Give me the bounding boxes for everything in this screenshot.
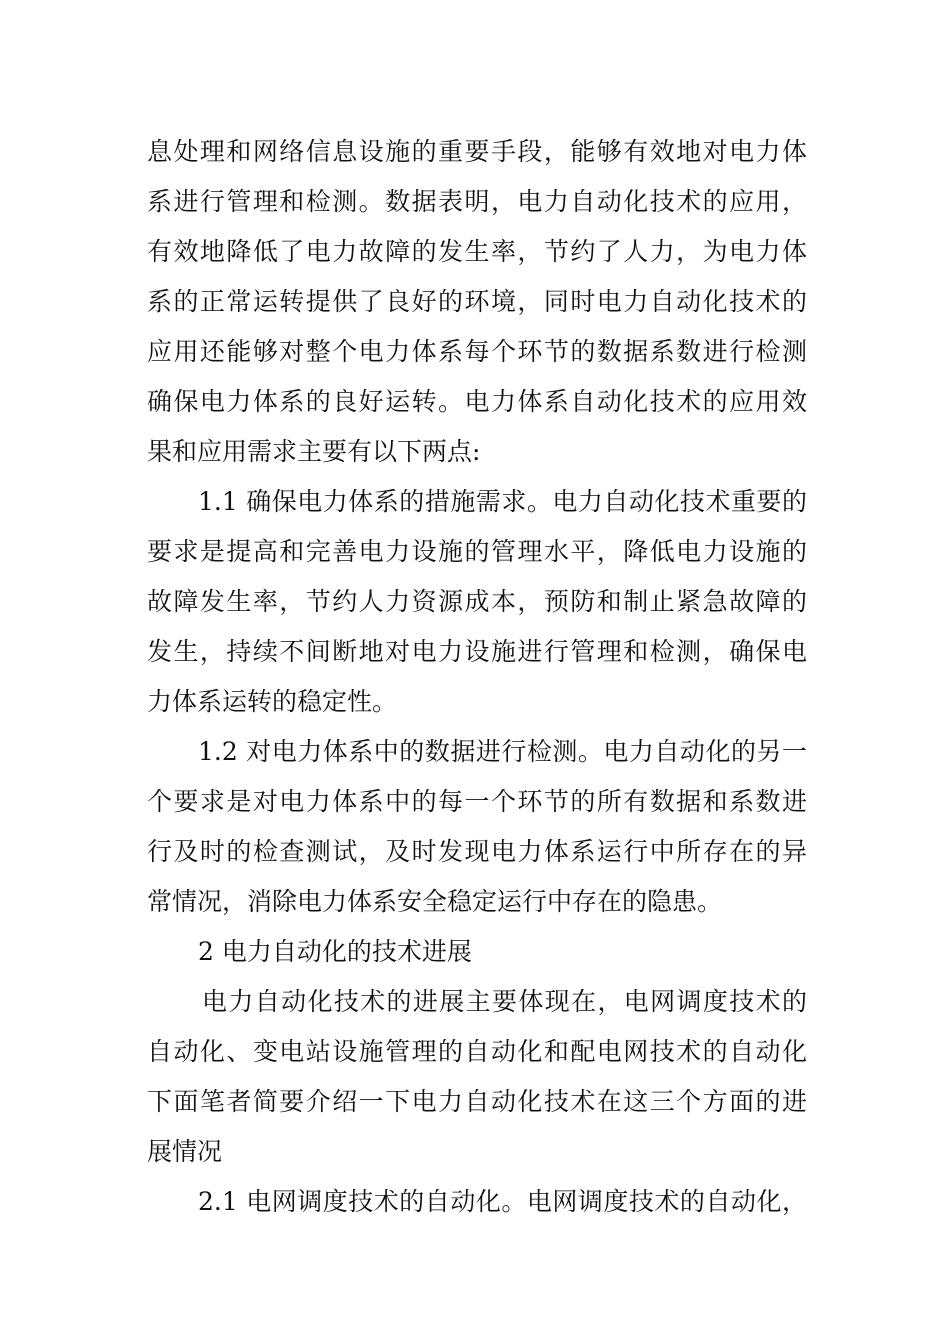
paragraph-line: 确保电力体系的良好运转。电力体系自动化技术的应用效 xyxy=(147,387,807,416)
paragraph-line: 发生，持续不间断地对电力设施进行管理和检测，确保电 xyxy=(147,637,807,666)
section-paragraph-start: 1.1 确保电力体系的措施需求。电力自动化技术重要的 xyxy=(198,487,807,516)
paragraph-line: 自动化、变电站设施管理的自动化和配电网技术的自动化 xyxy=(147,1037,807,1066)
paragraph-line: 息处理和网络信息设施的重要手段，能够有效地对电力体 xyxy=(147,137,807,166)
section-paragraph-start: 电力自动化技术的进展主要体现在，电网调度技术的 xyxy=(202,987,807,1016)
paragraph-line: 个要求是对电力体系中的每一个环节的所有数据和系数进 xyxy=(147,787,807,816)
section-paragraph-start: 1.2 对电力体系中的数据进行检测。电力自动化的另一 xyxy=(198,737,807,766)
paragraph-line: 要求是提高和完善电力设施的管理水平，降低电力设施的 xyxy=(147,537,807,566)
paragraph-line: 系进行管理和检测。数据表明，电力自动化技术的应用， xyxy=(147,187,807,216)
section-paragraph-start: 2.1 电网调度技术的自动化。电网调度技术的自动化， xyxy=(198,1187,807,1216)
paragraph-line: 力体系运转的稳定性。 xyxy=(147,687,398,716)
paragraph-line: 下面笔者简要介绍一下电力自动化技术在这三个方面的进 xyxy=(147,1087,807,1116)
paragraph-line: 果和应用需求主要有以下两点: xyxy=(147,437,481,466)
section-heading: 2 电力自动化的技术进展 xyxy=(198,937,472,966)
paragraph-line: 展情况 xyxy=(147,1137,223,1166)
paragraph-line: 系的正常运转提供了良好的环境，同时电力自动化技术的 xyxy=(147,287,807,316)
paragraph-line: 有效地降低了电力故障的发生率，节约了人力，为电力体 xyxy=(147,237,807,266)
paragraph-line: 故障发生率，节约人力资源成本，预防和制止紧急故障的 xyxy=(147,587,807,616)
paragraph-line: 常情况，消除电力体系安全稳定运行中存在的隐患。 xyxy=(147,887,723,916)
paragraph-line: 应用还能够对整个电力体系每个环节的数据系数进行检测 xyxy=(147,337,807,366)
paragraph-line: 行及时的检查测试，及时发现电力体系运行中所存在的异 xyxy=(147,837,807,866)
